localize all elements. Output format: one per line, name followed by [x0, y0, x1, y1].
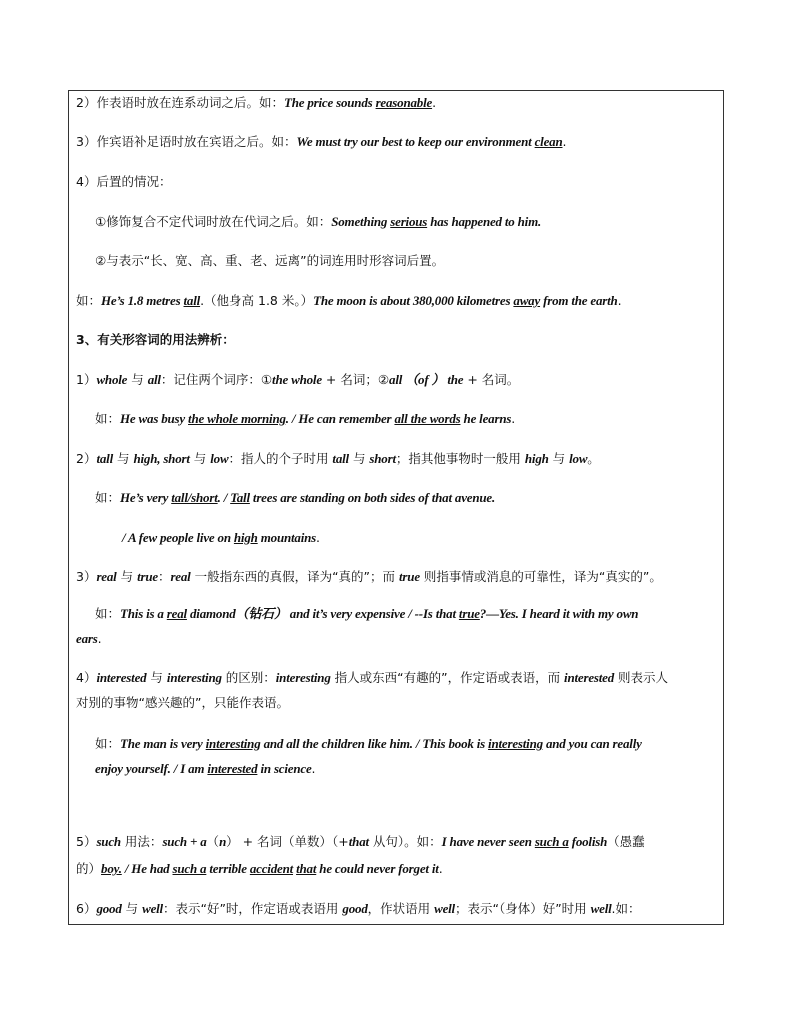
english-example: The price sounds [283, 95, 376, 110]
english-example: trees are standing on both sides of that avenue. [249, 490, 496, 505]
chinese-text: 6） [76, 901, 97, 916]
underlined-answer: accident [249, 861, 294, 876]
chinese-text: 与 [113, 451, 134, 466]
english-example: whole [96, 372, 128, 387]
english-example: high, short [133, 451, 190, 466]
underlined-answer: high [233, 530, 258, 545]
english-example: n [219, 834, 227, 849]
english-example: short [369, 451, 396, 466]
underlined-answer: tall [183, 293, 201, 308]
underlined-answer: clean [534, 134, 563, 149]
chinese-text: + 名词。 [463, 372, 520, 387]
english-example: well [434, 901, 455, 916]
chinese-text: 4）后置的情况： [76, 174, 172, 189]
english-example: and you can really [542, 736, 642, 751]
chinese-text: 则指事情或消息的可靠性，译为“真实的”。 [419, 569, 662, 584]
english-example: true [137, 569, 158, 584]
english-example: / He had [121, 861, 173, 876]
english-example: Something [331, 214, 391, 229]
english-example: he could never forget it [316, 861, 439, 876]
text-line-6 [76, 292, 622, 310]
english-example: well [590, 901, 612, 916]
text-line-12 [122, 529, 320, 547]
english-example: interesting [275, 670, 331, 685]
underlined-answer: interesting [205, 736, 261, 751]
chinese-text: 与 [121, 901, 143, 916]
english-example: terrible [206, 861, 250, 876]
english-example: . / [217, 490, 231, 505]
chinese-text: 则表示人 [614, 670, 669, 685]
chinese-text: （愚蠢 [607, 834, 645, 849]
chinese-text: . [311, 761, 316, 776]
chinese-text: 。 [587, 451, 600, 466]
chinese-text: 与 [189, 451, 211, 466]
chinese-text: 与 [548, 451, 570, 466]
chinese-text: . [432, 95, 437, 110]
underlined-answer: that [296, 861, 317, 876]
english-example: real [96, 569, 117, 584]
text-line-9 [95, 410, 515, 428]
english-example: This is a [120, 606, 167, 621]
english-example: foolish [568, 834, 608, 849]
underlined-answer: Tall [230, 490, 250, 505]
text-line-3 [76, 173, 171, 191]
chinese-text: ①修饰复合不定代词时放在代词之后。如： [95, 214, 332, 229]
chinese-text: . [438, 861, 443, 876]
chinese-text: . [511, 411, 516, 426]
chinese-text: ） + 名词（单数）（+ [226, 834, 349, 849]
underlined-answer: serious [390, 214, 428, 229]
chinese-text: 如： [95, 411, 121, 426]
underlined-answer: the whole morning [188, 411, 286, 426]
chinese-text: ：表示“好”时，作定语或表语用 [162, 901, 343, 916]
english-example: from the earth [540, 293, 618, 308]
text-line-16 [76, 669, 668, 687]
text-line-5 [95, 252, 444, 270]
text-line-14 [95, 605, 638, 623]
chinese-text: 3） [76, 569, 97, 584]
chinese-text: .如： [611, 901, 641, 916]
chinese-text: 用法： [120, 834, 163, 849]
english-example: and all the children like him. / This book is [260, 736, 489, 751]
chinese-text: 的区别： [221, 670, 276, 685]
underlined-answer: away [513, 293, 541, 308]
underlined-answer: such a [172, 861, 207, 876]
english-example: such [96, 834, 121, 849]
english-example: interested [564, 670, 615, 685]
text-line-4 [95, 213, 541, 231]
chinese-text: . [97, 631, 102, 646]
underlined-answer: interested [207, 761, 258, 776]
chinese-text: 的） [76, 861, 102, 876]
underlined-answer: tall/short [171, 490, 218, 505]
underlined-answer: true [458, 606, 480, 621]
english-example: He’s 1.8 metres [101, 293, 184, 308]
chinese-text: 3）作宾语补足语时放在宾语之后。如： [76, 134, 297, 149]
text-line-20 [76, 833, 645, 851]
text-line-1 [76, 94, 436, 112]
text-line-17 [76, 694, 289, 712]
text-line-21 [76, 860, 443, 878]
text-line-10 [76, 450, 600, 468]
english-example: . / He can remember [285, 411, 395, 426]
chinese-text: ：指人的个子时用 [228, 451, 333, 466]
english-example: such + a [162, 834, 207, 849]
english-example: He was busy [120, 411, 189, 426]
chinese-text: 与 [146, 670, 167, 685]
text-line-22 [76, 900, 641, 918]
chinese-text: ；指其他事物时一般用 [395, 451, 525, 466]
english-example: well [142, 901, 163, 916]
chinese-text: . [617, 293, 622, 308]
chinese-text: 2）作表语时放在连系动词之后。如： [76, 95, 284, 110]
chinese-text: 2） [76, 451, 97, 466]
chinese-text: 指人或东西“有趣的”，作定语或表语，而 [330, 670, 565, 685]
underlined-answer: such a [534, 834, 569, 849]
english-example: high [524, 451, 549, 466]
chinese-text: 从句）。如： [368, 834, 442, 849]
english-example: The moon is about 380,000 kilometres [313, 293, 514, 308]
english-example: tall [332, 451, 349, 466]
english-example: real [170, 569, 191, 584]
english-example: has happened to him. [427, 214, 542, 229]
text-line-13 [76, 568, 662, 586]
english-example: all [147, 372, 161, 387]
chinese-text: （ [206, 834, 220, 849]
chinese-text: ： [157, 569, 171, 584]
text-line-18 [95, 735, 642, 753]
chinese-text: ②与表示“长、宽、高、重、老、远离”的词连用时形容词后置。 [95, 253, 445, 268]
chinese-text: .（他身高 1.8 米。） [200, 293, 314, 308]
underlined-answer: reasonable [375, 95, 433, 110]
english-example: low [210, 451, 229, 466]
english-example: interested [96, 670, 147, 685]
english-example: I have never seen [441, 834, 535, 849]
text-line-11 [95, 489, 495, 507]
chinese-text: 如： [95, 606, 121, 621]
chinese-text: 一般指东西的真假，译为“真的”；而 [190, 569, 400, 584]
underlined-answer: real [166, 606, 187, 621]
english-example: all （of ） the [389, 372, 464, 387]
english-example: We must try our best to keep our environment [296, 134, 535, 149]
underlined-answer: boy. [101, 861, 122, 876]
chinese-text: 如： [76, 293, 102, 308]
english-example: that [348, 834, 369, 849]
underlined-answer: interesting [488, 736, 543, 751]
english-example: / A few people live on [122, 530, 234, 545]
chinese-text: 对别的事物“感兴趣的”，只能作表语。 [76, 695, 289, 710]
english-example: ears [76, 631, 98, 646]
english-example: good [96, 901, 122, 916]
chinese-text: 5） [76, 834, 97, 849]
chinese-text: ：记住两个词序：① [160, 372, 273, 387]
english-example: diamond（钻石） and it’s very expensive / --Is that [186, 606, 459, 621]
chinese-text: ；表示“（身体）好”时用 [454, 901, 591, 916]
chinese-text: ，作状语用 [367, 901, 435, 916]
english-example: The man is very [120, 736, 206, 751]
chinese-text: 与 [348, 451, 370, 466]
text-line-8 [76, 371, 519, 389]
chinese-text: 3、有关形容词的用法辨析： [76, 332, 235, 347]
text-line-15 [76, 630, 102, 648]
english-example: ?—Yes. I heard it with my own [479, 606, 639, 621]
chinese-text: 4） [76, 670, 97, 685]
chinese-text: . [562, 134, 567, 149]
text-line-19 [95, 760, 316, 778]
chinese-text: 如： [95, 490, 121, 505]
english-example: low [569, 451, 588, 466]
english-example: he learns [460, 411, 512, 426]
english-example: the whole [272, 372, 322, 387]
chinese-text: 与 [127, 372, 148, 387]
english-example: He’s very [120, 490, 172, 505]
text-line-2 [76, 133, 566, 151]
english-example: good [342, 901, 368, 916]
english-example: mountains [257, 530, 317, 545]
text-line-7 [76, 331, 235, 349]
english-example: enjoy yourself. / I am [95, 761, 208, 776]
underlined-answer: all the words [394, 411, 461, 426]
chinese-text: . [316, 530, 321, 545]
english-example: interesting [166, 670, 222, 685]
english-example: true [399, 569, 420, 584]
chinese-text: + 名词；② [321, 372, 390, 387]
english-example: tall [96, 451, 113, 466]
english-example: in science [257, 761, 312, 776]
chinese-text: 如： [95, 736, 121, 751]
chinese-text: 与 [116, 569, 138, 584]
chinese-text: 1） [76, 372, 97, 387]
